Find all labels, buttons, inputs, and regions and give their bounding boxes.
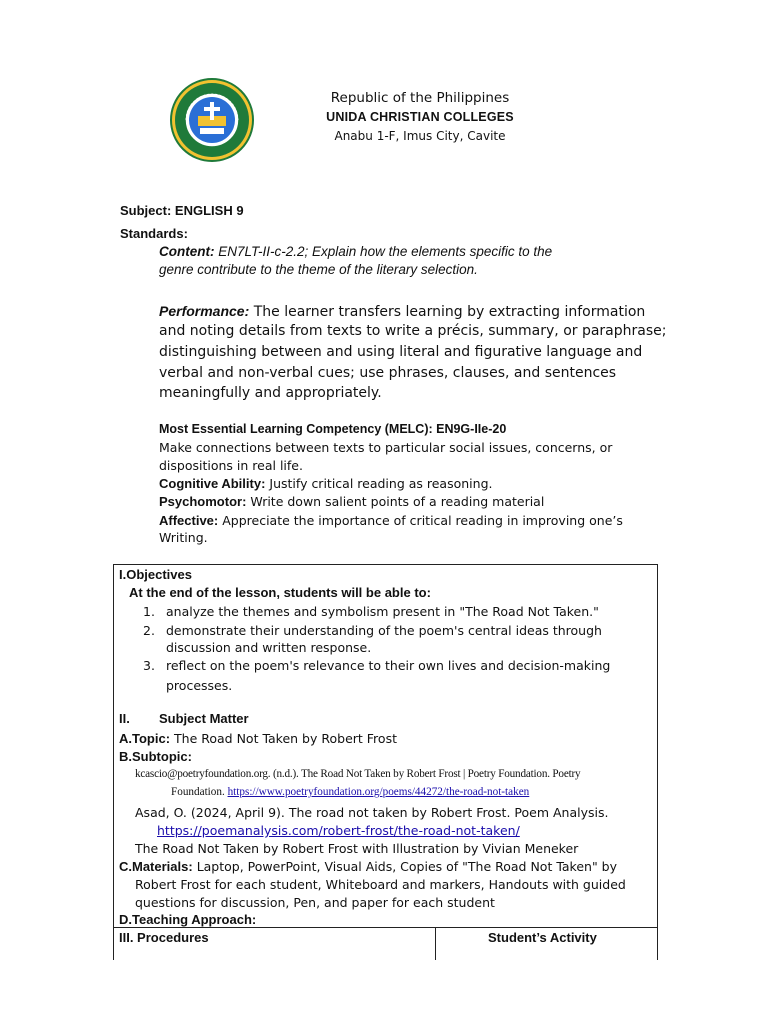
melc-line2: dispositions in real life. xyxy=(159,458,303,473)
content-standard-line1 xyxy=(159,244,552,259)
subject-matter-num: II. xyxy=(119,711,130,726)
melc-line1: Make connections between texts to particular social issues, concerns, or xyxy=(159,440,613,455)
materials-line3: questions for discussion, Pen, and paper for each student xyxy=(135,895,495,910)
materials-line2: Robert Frost for each student, Whiteboard and markers, Handouts with guided xyxy=(135,877,626,892)
reference-1-line2 xyxy=(171,786,529,798)
objective-1-num: 1. xyxy=(143,604,155,619)
student-activity-column-header: Student’s Activity xyxy=(488,930,597,945)
performance-standard-line3: distinguishing between and using literal and figurative language and xyxy=(159,344,643,360)
content-label: Content: xyxy=(159,244,215,259)
poetry-foundation-link[interactable]: https://www.poetryfoundation.org/poems/44272/the-road-not-taken xyxy=(227,786,530,798)
objective-2-num: 2. xyxy=(143,623,155,638)
procedures-column-header: III. Procedures xyxy=(119,930,209,945)
subject-line xyxy=(120,203,244,218)
subject-matter-heading: Subject Matter xyxy=(159,711,249,726)
objective-3-num: 3. xyxy=(143,658,155,673)
subject-value: ENGLISH 9 xyxy=(174,203,244,218)
materials-label: C.Materials: xyxy=(119,859,193,874)
psychomotor xyxy=(159,494,544,509)
performance-label: Performance: xyxy=(159,303,250,319)
performance-standard-line2: and noting details from texts to write a précis, summary, or paraphrase; xyxy=(159,323,667,339)
psychomotor-value: Write down salient points of a reading material xyxy=(250,494,545,509)
reference-1-line1: kcascio@poetryfoundation.org. (n.d.). The Road Not Taken by Robert Frost | Poetry Foundation. Poetry xyxy=(135,768,581,780)
performance-text-1: The learner transfers learning by extracting information xyxy=(253,304,646,320)
row-right-border xyxy=(657,928,658,960)
materials-text-1: Laptop, PowerPoint, Visual Aids, Copies of "The Road Not Taken" by xyxy=(196,859,618,874)
content-standard-line2: genre contribute to the theme of the literary selection. xyxy=(159,262,478,277)
content-text-1: EN7LT-II-c-2.2; Explain how the elements specific to the xyxy=(218,244,553,259)
topic-line xyxy=(119,731,397,746)
materials-line1 xyxy=(119,859,617,874)
psychomotor-label: Psychomotor: xyxy=(159,494,247,509)
performance-standard-line5: meaningfully and appropriately. xyxy=(159,385,382,401)
cognitive-ability xyxy=(159,476,492,491)
row-column-divider xyxy=(435,928,436,960)
affective-value-1: Appreciate the importance of critical reading in improving one’s xyxy=(222,513,623,528)
reference-2-line1: Asad, O. (2024, April 9). The road not taken by Robert Frost. Poem Analysis. xyxy=(135,805,609,820)
melc-label: Most Essential Learning Competency (MELC): EN9G-IIe-20 xyxy=(159,422,507,436)
header-republic: Republic of the Philippines xyxy=(330,90,510,106)
objective-3-line2: processes. xyxy=(166,678,233,693)
row-left-border xyxy=(113,928,114,960)
performance-standard-line4: verbal and non-verbal cues; use phrases, clauses, and sentences xyxy=(159,365,617,381)
teaching-approach-label: D.Teaching Approach: xyxy=(119,912,257,927)
affective-label: Affective: xyxy=(159,513,219,528)
subject-label: Subject: xyxy=(120,203,172,218)
affective-line2: Writing. xyxy=(159,530,208,545)
reference-2-line2 xyxy=(157,823,520,838)
performance-standard-line1 xyxy=(159,303,645,320)
standards-label: Standards: xyxy=(120,226,188,241)
objective-2: demonstrate their understanding of the poem's central ideas through xyxy=(166,623,602,638)
objective-2-line2: discussion and written response. xyxy=(166,640,372,655)
objectives-heading: I.Objectives xyxy=(119,567,192,582)
affective xyxy=(159,513,623,528)
poem-analysis-link[interactable]: https://poemanalysis.com/robert-frost/the-road-not-taken/ xyxy=(157,823,520,838)
header-address: Anabu 1-F, Imus City, Cavite xyxy=(334,129,506,143)
topic-label: A.Topic: xyxy=(119,731,171,746)
objectives-intro: At the end of the lesson, students will be able to: xyxy=(129,585,431,600)
reference-1-prefix: Foundation. xyxy=(171,786,225,798)
reference-3: The Road Not Taken by Robert Frost with Illustration by Vivian Meneker xyxy=(135,841,579,856)
objective-1: analyze the themes and symbolism present in "The Road Not Taken." xyxy=(166,604,599,619)
objective-3: reflect on the poem's relevance to their own lives and decision-making xyxy=(166,658,611,673)
header-college-name: UNIDA CHRISTIAN COLLEGES xyxy=(326,110,514,124)
topic-value: The Road Not Taken by Robert Frost xyxy=(174,731,397,746)
cognitive-value: Justify critical reading as reasoning. xyxy=(269,476,493,491)
cognitive-label: Cognitive Ability: xyxy=(159,476,266,491)
subtopic-label: B.Subtopic: xyxy=(119,749,192,764)
